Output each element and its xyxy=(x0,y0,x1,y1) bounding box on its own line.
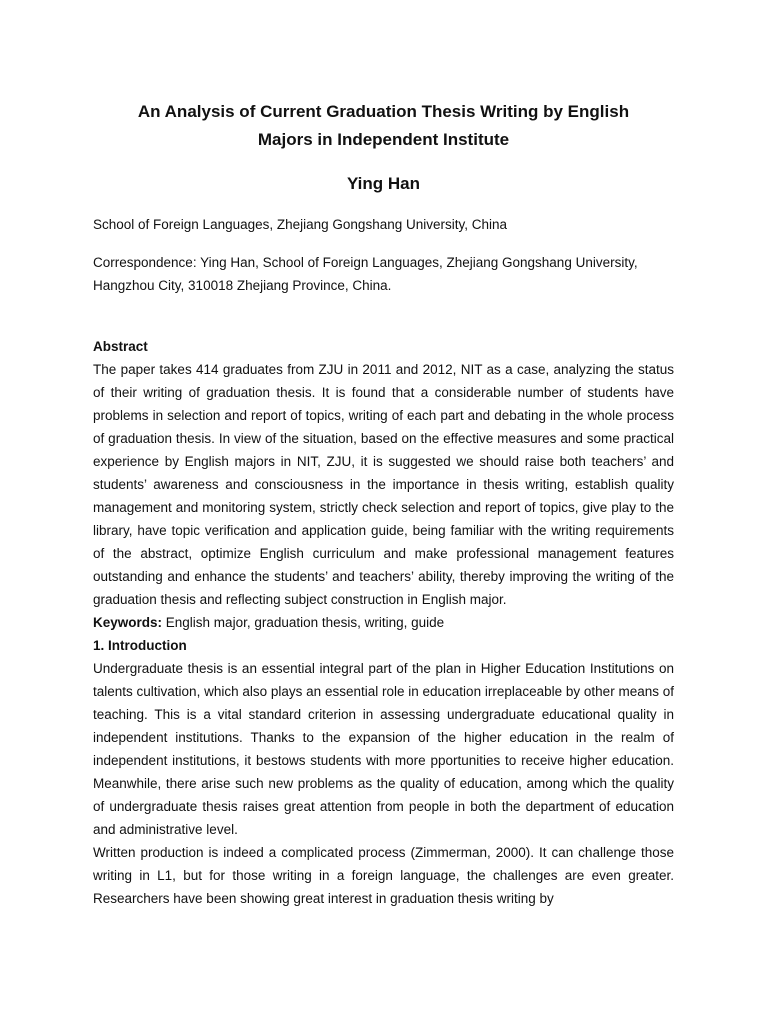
author-name: Ying Han xyxy=(346,174,421,193)
paper-title xyxy=(93,98,674,154)
intro-paragraph-1: Undergraduate thesis is an essential integral part of the plan in Higher Education Institutions on talents cultivation, which also plays an essential role in education irreplaceable by other means of teaching. This is a vital standard criterion in assessing undergraduate educational quality in independent institutions. Thanks to the expansion of the higher education in the realm of independent institutions, it bestows students with more pportunities to receive higher education. Meanwhile, there arise such new problems as the quality of education, among which the quality of undergraduate thesis raises great attention from people in both the department of education and administrative level. xyxy=(93,661,674,837)
affiliation: School of Foreign Languages, Zhejiang Gongshang University, China xyxy=(93,217,508,232)
title-line-2: Majors in Independent Institute xyxy=(257,130,510,149)
abstract-text: The paper takes 414 graduates from ZJU in 2011 and 2012, NIT as a case, analyzing the status of their writing of graduation thesis. It is found that a considerable number of students have problems in selection and report of topics, writing of each part and debating in the whole process of graduation thesis. In view of the situation, based on the effective measures and some practical experience by English majors in NIT, ZJU, it is suggested we should raise both teachers’ and students’ awareness and consciousness in the importance in thesis writing, establish quality management and monitoring system, strictly check selection and report of topics, give play to the library, have topic verification and application guide, being familiar with the writing requirements of the abstract, optimize English curriculum and make professional management features outstanding and enhance the students’ and teachers’ ability, thereby improving the writing of the graduation thesis and reflecting subject construction in English major. xyxy=(93,362,674,607)
intro-paragraph-2: Written production is indeed a complicated process (Zimmerman, 2000). It can challenge those writing in L1, but for those writing in a foreign language, the challenges are even greater. Researchers have been showing great interest in graduation thesis writing by xyxy=(93,845,674,906)
keywords xyxy=(93,611,674,634)
title-line-1: An Analysis of Current Graduation Thesis Writing by English xyxy=(137,102,630,121)
paper-page xyxy=(93,98,674,910)
correspondence: Correspondence: Ying Han, School of Foreign Languages, Zhejiang Gongshang University, Hangzhou City, 310018 Zhejiang Province, China. xyxy=(93,255,638,293)
keywords-label: Keywords: xyxy=(93,615,163,630)
section-heading-introduction: 1. Introduction xyxy=(93,638,187,653)
abstract-heading: Abstract xyxy=(93,339,148,354)
keywords-text: English major, graduation thesis, writing, guide xyxy=(162,615,445,630)
